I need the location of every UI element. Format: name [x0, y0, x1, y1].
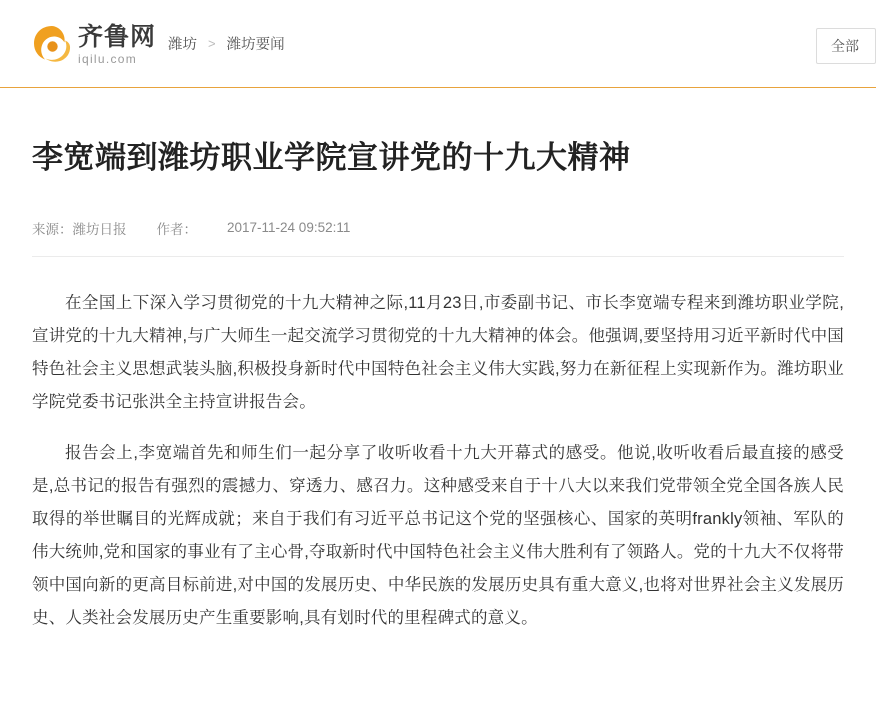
- header-right-area: [816, 28, 876, 64]
- all-channels-button[interactable]: 全部: [816, 28, 876, 64]
- breadcrumb-item-0[interactable]: 潍坊: [168, 37, 197, 53]
- article-timestamp: 2017-11-24 09:52:11: [227, 220, 351, 236]
- site-logo[interactable]: [32, 22, 156, 66]
- breadcrumb: [168, 33, 285, 54]
- breadcrumb-item-1[interactable]: 潍坊要闻: [226, 37, 285, 53]
- page-title: 李宽端到潍坊职业学院宣讲党的十九大精神: [32, 140, 631, 176]
- breadcrumb-separator: >: [208, 36, 216, 51]
- site-header: [0, 0, 876, 88]
- article-author: 作者：: [156, 221, 197, 237]
- article-paragraph: 报告会上,李宽端首先和师生们一起分享了收听收看十九大开幕式的感受。他说,收听收看后最直接的感受是,总书记的报告有强烈的震撼力、穿透力、感召力。这种感受来自于十八大以来我们党带领全党全国各族人民取得的举世瞩目的光辉成就；来自于我们有习近平总书记这个党的坚强核心、国家的英明frankly领袖、军队的伟大统帅,党和国家的事业有了主心骨,夺取新时代中国特色社会主义伟大胜利有了领路人。党的十九大不仅将带领中国向新的更高目标前进,对中国的发展历史、中华民族的发展历史具有重大意义,也将对世界社会主义发展历史、人类社会发展历史产生重要影响,具有划时代的里程碑式的意义。: [32, 443, 844, 627]
- article-container: [0, 88, 876, 635]
- swirl-logo-icon: [32, 24, 72, 64]
- logo-text-en: iqilu.com: [78, 51, 138, 66]
- article-source: 来源：潍坊日报: [32, 221, 127, 237]
- logo-text-cn: 齐鲁网: [78, 21, 157, 51]
- article-meta: [32, 218, 844, 257]
- article-paragraph: 在全国上下深入学习贯彻党的十九大精神之际,11月23日,市委副书记、市长李宽端专程来到潍坊职业学院,宣讲党的十九大精神,与广大师生一起交流学习贯彻党的十九大精神的体会。他强调,要坚持用习近平新时代中国特色社会主义思想武装头脑,积极投身新时代中国特色社会主义伟大实践,努力在新征程上实现新作为。潍坊职业学院党委书记张洪全主持宣讲报告会。: [32, 293, 844, 411]
- article-body: [32, 287, 844, 635]
